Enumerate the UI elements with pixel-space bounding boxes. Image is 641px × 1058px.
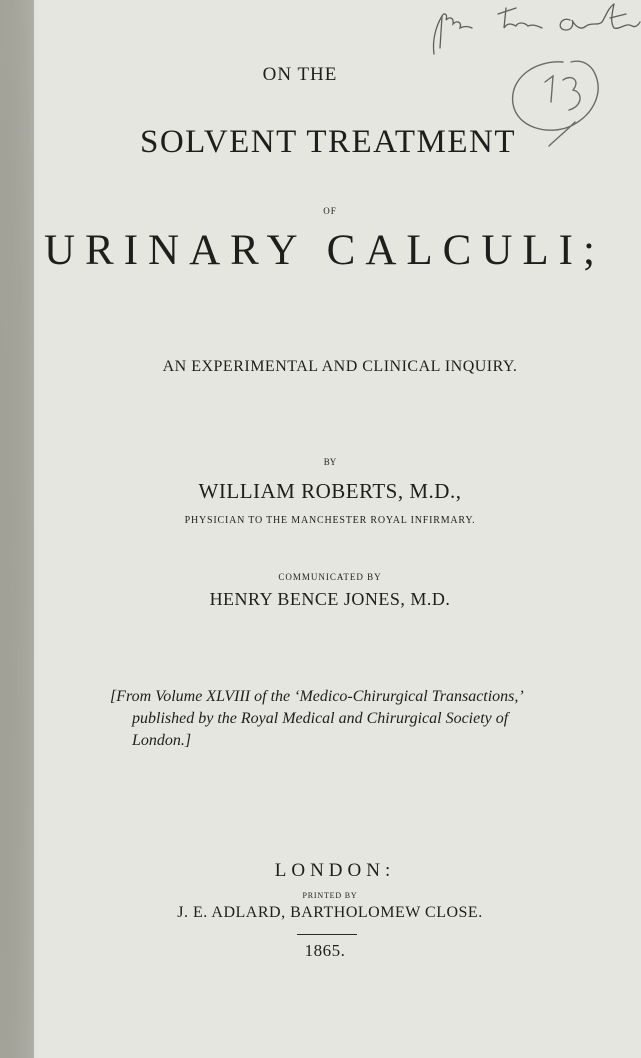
publication-place: LONDON:: [274, 860, 396, 881]
source-note: [110, 686, 590, 752]
heading-solvent-treatment: SOLVENT TREATMENT: [140, 124, 516, 160]
source-note-line: published by the Royal Medical and Chirurgical Society of: [132, 710, 509, 727]
publication-year: 1865.: [304, 941, 346, 960]
handwritten-inscription-icon: [420, 0, 641, 60]
printed-by-label: PRINTED BY: [302, 891, 358, 900]
communicator-name: HENRY BENCE JONES, M.D.: [209, 589, 451, 609]
source-note-line: London.]: [132, 732, 192, 749]
subtitle: AN EXPERIMENTAL AND CLINICAL INQUIRY.: [162, 358, 518, 375]
source-note-line: [From Volume XLVIII of the ‘Medico-Chirurgical Transactions,’: [110, 688, 524, 705]
author-name: WILLIAM ROBERTS, M.D.,: [198, 479, 462, 503]
main-title: URINARY CALCULI;: [44, 227, 605, 274]
spine-stain: [0, 0, 34, 1058]
heading-on-the: ON THE: [262, 64, 338, 85]
heading-of: OF: [323, 206, 337, 216]
author-position: PHYSICIAN TO THE MANCHESTER ROYAL INFIRMARY.: [184, 515, 476, 526]
pencil-circle-mark-icon: [505, 52, 615, 152]
printer-name: J. E. ADLARD, BARTHOLOMEW CLOSE.: [177, 904, 483, 921]
divider-rule: [297, 934, 357, 935]
communicated-by-label: COMMUNICATED BY: [278, 572, 382, 582]
by-label: BY: [323, 457, 337, 467]
